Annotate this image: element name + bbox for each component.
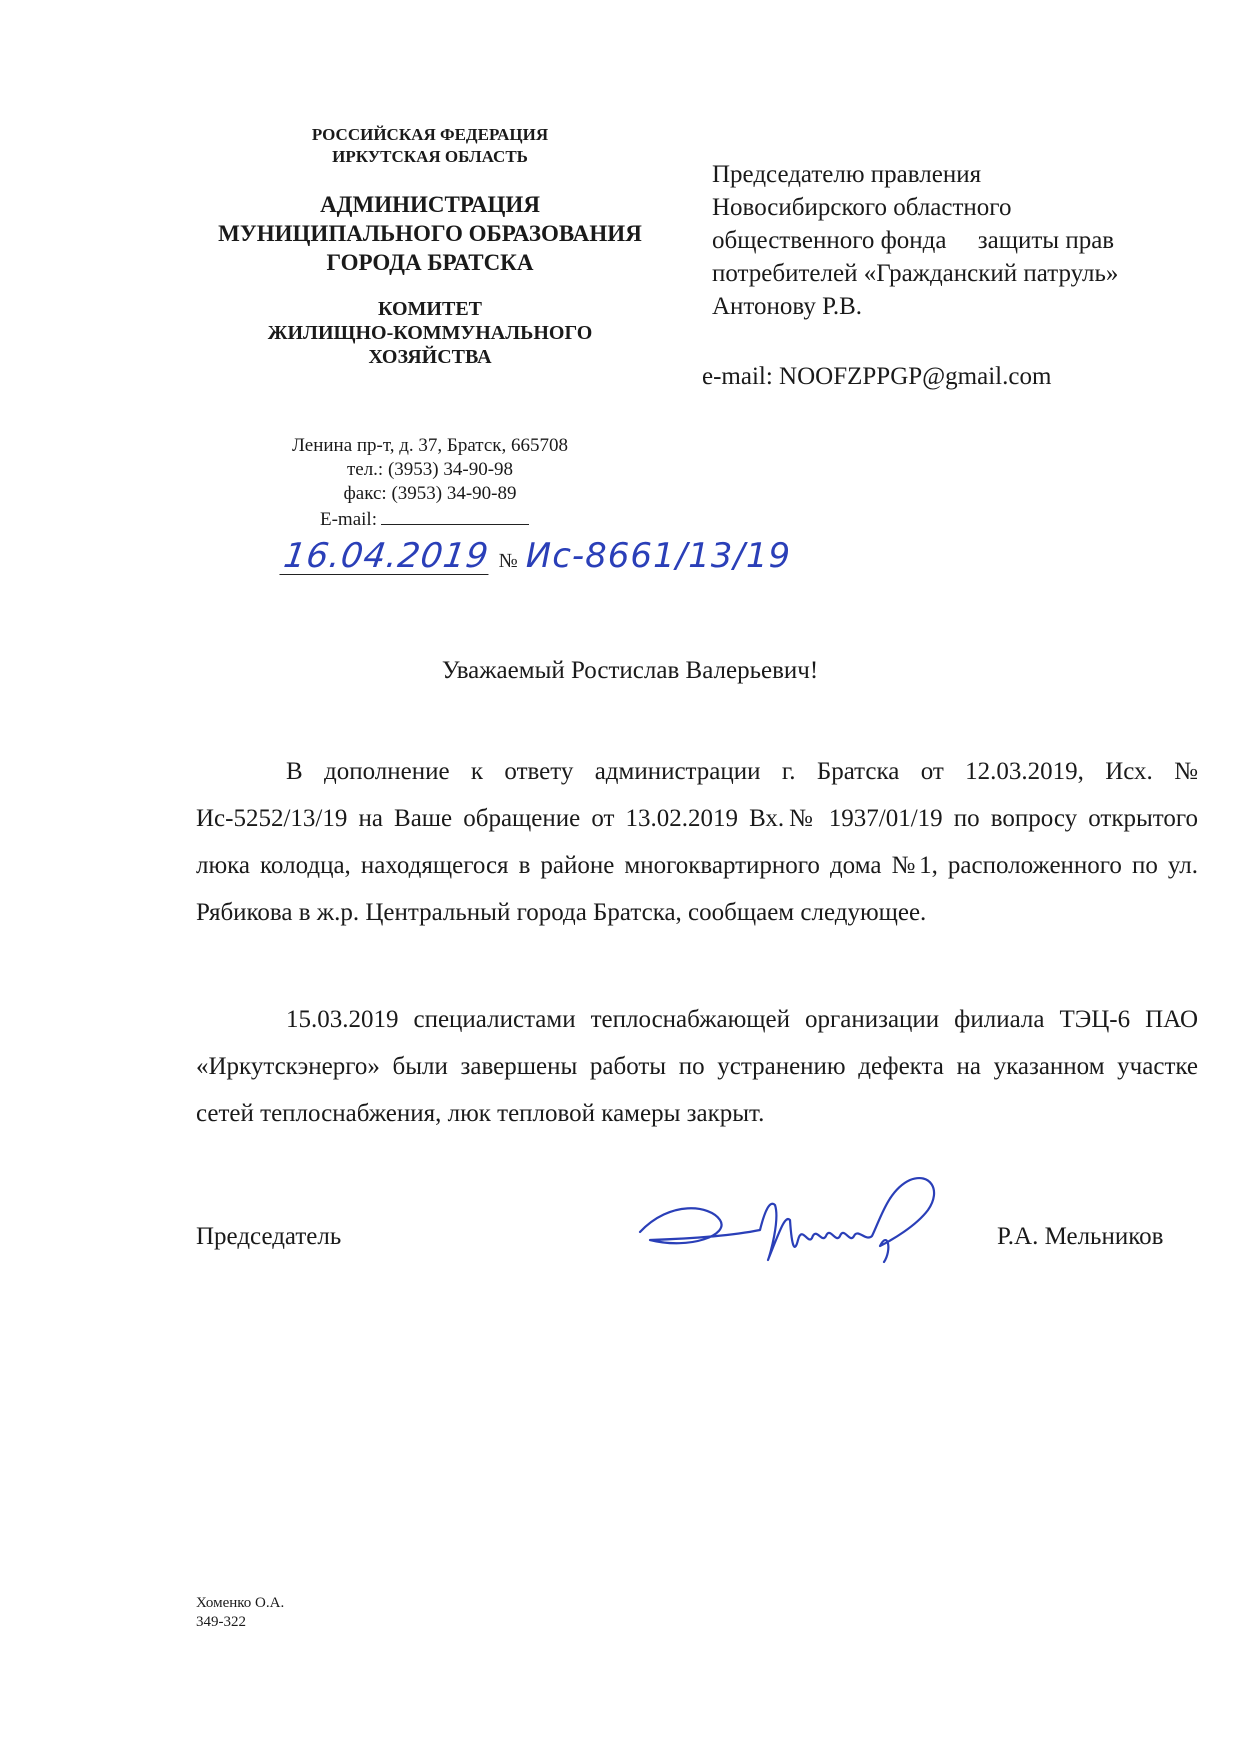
- letterhead-committee-line3: ХОЗЯЙСТВА: [368, 346, 492, 368]
- signatory-position: Председатель: [196, 1223, 342, 1250]
- email-blank-line: [381, 506, 529, 525]
- addressee-block: [712, 158, 1212, 323]
- addressee-email: e-mail: NOOFZPPGP@gmail.com: [702, 363, 1052, 390]
- letterhead-email-label: E-mail:: [320, 509, 377, 530]
- letterhead-country: РОССИЙСКАЯ ФЕДЕРАЦИЯ: [311, 125, 549, 144]
- letterhead-address: Ленина пр-т, д. 37, Братск, 665708: [292, 435, 568, 456]
- letterhead-org-line2: МУНИЦИПАЛЬНОГО ОБРАЗОВАНИЯ: [218, 221, 642, 246]
- addressee-line2: Новосибирского областного: [712, 194, 1012, 221]
- addressee-line3: общественного фонда защиты прав: [712, 227, 1115, 254]
- letterhead-org-line3: ГОРОДА БРАТСКА: [326, 250, 534, 275]
- executor-info: [196, 1594, 284, 1632]
- letterhead-contacts: [250, 434, 610, 532]
- letterhead-region: ИРКУТСКАЯ ОБЛАСТЬ: [332, 147, 528, 166]
- addressee-line5: Антонову Р.В.: [712, 293, 863, 320]
- letterhead-org-line1: АДМИНИСТРАЦИЯ: [320, 192, 540, 217]
- letterhead-fax: факс: (3953) 34-90-89: [343, 483, 517, 504]
- letterhead-phone: тел.: (3953) 34-90-98: [346, 459, 514, 480]
- outgoing-date: 16.04.2019: [281, 536, 492, 576]
- addressee-line4: потребителей «Гражданский патруль»: [712, 260, 1119, 287]
- letterhead-committee-line2: ЖИЛИЩНО-КОММУНАЛЬНОГО: [267, 322, 593, 344]
- executor-name: Хоменко О.А.: [196, 1595, 285, 1611]
- outgoing-number: Ис-8661/13/19: [525, 536, 792, 576]
- handwritten-signature: [630, 1160, 970, 1270]
- letterhead-committee-line1: КОМИТЕТ: [377, 298, 482, 320]
- salutation: Уважаемый Ростислав Валерьевич!: [441, 657, 819, 684]
- outgoing-ref: [282, 536, 791, 576]
- body-paragraph-2: 15.03.2019 специалистами теплоснабжающей организации филиала ТЭЦ-6 ПАО «Иркутскэнерго» были завершены работы по устранению дефекта на указанном участке сетей теплоснабжения, люк тепловой камеры закрыт.: [196, 1006, 1198, 1127]
- body-paragraph-1: В дополнение к ответу администрации г. Братска от 12.03.2019, Исх. № Ис-5252/13/19 на Ваше обращение от 13.02.2019 Вх.№ 1937/01/19 по вопросу открытого люка колодца, находящегося в районе многоквартирного дома №1, расположенного по ул. Рябикова в ж.р. Центральный города Братска, сообщаем следующее.: [196, 758, 1198, 926]
- addressee-line1: Председателю правления: [712, 161, 982, 188]
- number-sign: №: [498, 550, 518, 572]
- letterhead: [190, 124, 670, 369]
- executor-phone: 349-322: [196, 1614, 246, 1630]
- signatory-name: Р.А. Мельников: [997, 1223, 1164, 1250]
- letterhead-email-row: [250, 506, 610, 532]
